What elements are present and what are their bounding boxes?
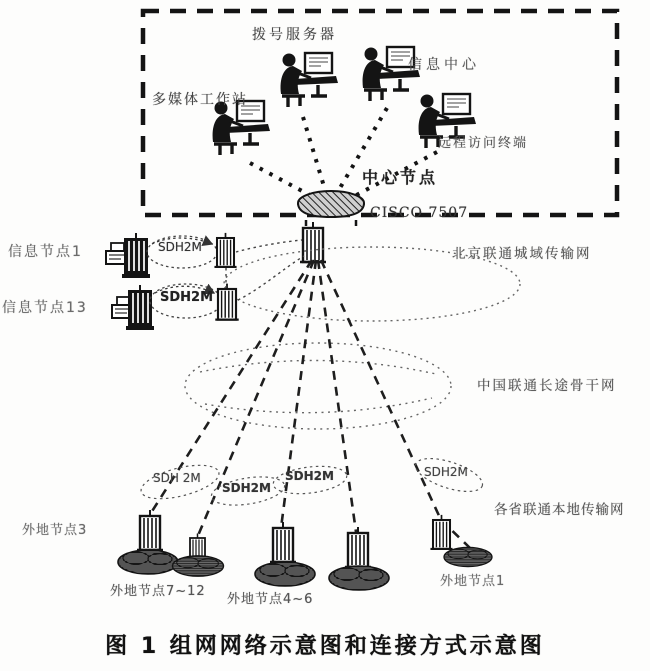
label-info-center: 信息中心 [408, 57, 480, 73]
label-center-node: 中心节点 [362, 168, 439, 187]
remote-node-c-cluster [255, 522, 315, 586]
label-sdh-top-1: SDH2M [158, 240, 202, 254]
link-remote-node-c [281, 260, 316, 528]
remote-node-a-cluster [118, 510, 178, 574]
remote-node-e-rack-icon [430, 515, 452, 549]
label-remote-node-1: 外地节点1 [440, 574, 506, 589]
remote-node-a-rack-icon [137, 510, 163, 550]
label-sdh-top-2: SDH2M [160, 290, 214, 305]
remote-node-b-cluster [173, 534, 224, 577]
info-node-1-mux-icon [214, 233, 236, 267]
label-sdh-bottom-4: SDH2M [424, 465, 468, 479]
link-remote-node-b [197, 260, 314, 538]
label-remote-node-7-12: 外地节点7~12 [110, 584, 206, 599]
label-multimedia-workstation: 多媒体工作站 [152, 92, 248, 108]
remote-node-e-cluster [430, 515, 492, 567]
label-sdh-bottom-3: SDH2M [285, 469, 334, 483]
link-remote-node-d [318, 260, 356, 532]
remote-node-a-cloud-icon [118, 550, 178, 574]
workstation-multimedia-icon [213, 101, 270, 155]
info-node-1-rack-icon [122, 233, 150, 278]
backbone-network-cloud [185, 343, 451, 429]
label-sdh-bottom-2: SDH2M [222, 481, 271, 495]
label-provincial-network: 各省联通本地传输网 [494, 502, 625, 518]
link-remote-node-e [321, 260, 441, 520]
link-dialserver-router [303, 117, 326, 193]
label-sdh-bottom-1: SDH 2M [153, 471, 201, 485]
router-cisco7507-icon [298, 191, 364, 226]
label-remote-node-4-6: 外地节点4~6 [227, 592, 314, 607]
figure-caption: 图 1 组网网络示意图和连接方式示意图 [105, 634, 545, 659]
link-multimedia-router [250, 163, 317, 199]
workstation-info-center-icon [363, 47, 420, 101]
remote-node-d-cloud-icon [329, 566, 389, 590]
remote-node-b-cloud-icon [173, 556, 224, 576]
label-dial-server: 拨号服务器 [252, 27, 337, 43]
remote-node-d-rack-icon [345, 527, 371, 567]
label-remote-node-3: 外地节点3 [22, 523, 88, 538]
label-router-model: CISCO 7507 [370, 205, 469, 221]
remote-node-e-cloud-icon [444, 547, 492, 566]
label-remote-terminal: 远程访问终端 [438, 136, 529, 151]
label-info-node-1: 信息节点1 [8, 244, 83, 260]
label-metro-network: 北京联通城域传输网 [452, 246, 592, 262]
info-node-13-mux-icon [215, 284, 238, 320]
remote-node-c-rack-icon [270, 522, 296, 562]
label-backbone-network: 中国联通长途骨干网 [477, 378, 617, 394]
remote-node-c-cloud-icon [255, 562, 315, 586]
remote-node-d-cluster [329, 527, 389, 590]
workstation-dial-server-icon [281, 53, 338, 107]
label-info-node-13: 信息节点13 [2, 300, 88, 316]
info-node-13-rack-icon [126, 285, 154, 330]
